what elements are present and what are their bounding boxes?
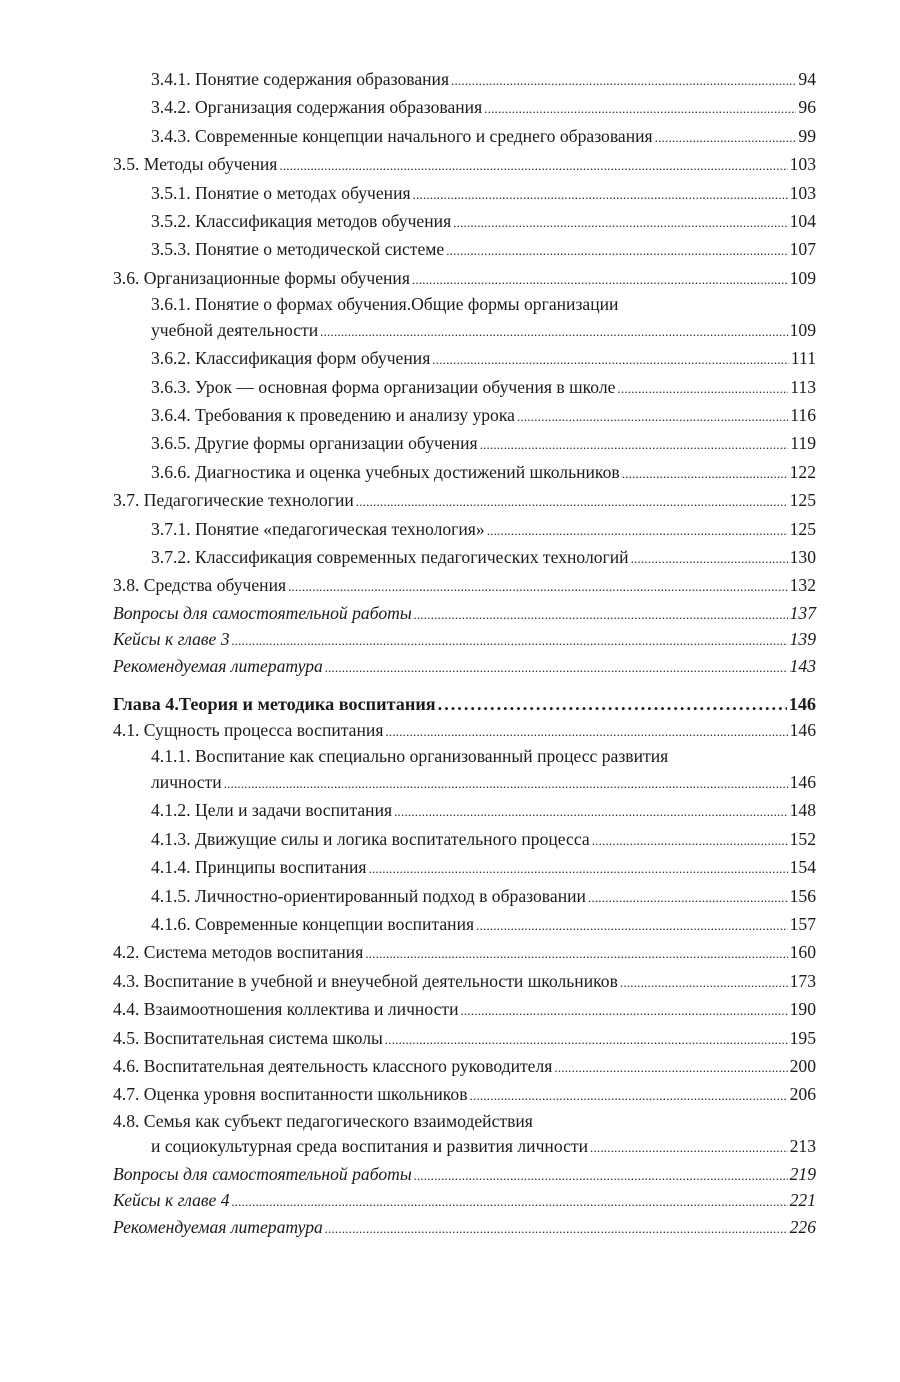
dot-leader — [438, 691, 787, 717]
toc-entry-title: Вопросы для самостоятельной работы — [113, 1163, 412, 1184]
toc-entry — [113, 516, 816, 544]
dot-leader — [414, 603, 788, 628]
toc-entry-page: 132 — [789, 575, 816, 596]
toc-entry-title: 4.1.5. Личностно-ориентированный подход в образовании — [151, 885, 586, 906]
toc-entry — [113, 430, 816, 458]
toc-entry-title: 4.4. Взаимоотношения коллектива и личности — [113, 999, 459, 1020]
toc-entry-title: 4.6. Воспитательная деятельность классного руководителя — [113, 1055, 553, 1076]
toc-entry-page: 190 — [789, 999, 816, 1020]
dot-leader — [414, 1164, 788, 1189]
toc-entry-title: 3.4.3. Современные концепции начального и среднего образования — [151, 125, 653, 146]
toc-entry — [113, 745, 816, 797]
toc-entry — [113, 601, 816, 628]
toc-entry-page: 146 — [789, 771, 816, 792]
toc-entry-page: 116 — [790, 404, 816, 425]
toc-entry-page: 154 — [789, 857, 816, 878]
toc-entry-page: 113 — [790, 376, 816, 397]
dot-leader — [412, 267, 788, 293]
dot-leader — [487, 518, 788, 544]
toc-entry-title: 4.7. Оценка уровня воспитанности школьников — [113, 1084, 468, 1105]
dot-leader — [325, 1217, 788, 1242]
toc-entry-title: Рекомендуемая литература — [113, 1216, 323, 1237]
toc-entry-page: 137 — [789, 602, 816, 623]
toc-entry — [113, 374, 816, 402]
toc-entry — [113, 1215, 816, 1242]
dot-leader — [620, 970, 788, 996]
toc-entry-page: 103 — [789, 182, 816, 203]
toc-entry — [113, 996, 816, 1024]
toc-entry-title: 3.7.1. Понятие «педагогическая технология» — [151, 518, 485, 539]
dot-leader — [517, 404, 788, 430]
toc-entry — [113, 797, 816, 825]
dot-leader — [394, 799, 788, 825]
toc-entry-title: Кейсы к главе 3 — [113, 629, 230, 650]
dot-leader — [232, 1190, 788, 1215]
toc-entry — [113, 1025, 816, 1053]
toc-entry-page: 157 — [789, 913, 816, 934]
dot-leader — [622, 461, 788, 487]
dot-leader — [476, 913, 788, 939]
dot-leader — [325, 656, 788, 681]
toc-entry-page: 152 — [789, 828, 816, 849]
dot-leader — [592, 828, 788, 854]
toc-entry-title: 3.6.6. Диагностика и оценка учебных достижений школьников — [151, 461, 620, 482]
toc-entry-title: 4.1.4. Принципы воспитания — [151, 857, 367, 878]
toc-entry — [113, 654, 816, 681]
toc-entry-title: Кейсы к главе 4 — [113, 1190, 230, 1211]
toc-entry-page: 213 — [789, 1136, 816, 1157]
toc-entry-page: 109 — [789, 267, 816, 288]
toc-entry-page: 173 — [789, 970, 816, 991]
toc-entry-title: 3.6.2. Классификация форм обучения — [151, 348, 431, 369]
toc-entry-page: 99 — [798, 125, 816, 146]
toc-entry-title: 4.2. Система методов воспитания — [113, 942, 364, 963]
dot-leader — [480, 432, 789, 458]
dot-leader — [655, 125, 797, 151]
toc-entry-page: 125 — [789, 518, 816, 539]
dot-leader — [590, 1135, 788, 1161]
toc-entry — [113, 123, 816, 151]
toc-entry-page: 221 — [789, 1190, 816, 1211]
dot-leader — [446, 238, 787, 264]
toc-entry-title: 4.3. Воспитание в учебной и внеучебной деятельности школьников — [113, 970, 618, 991]
toc-entry-page: 206 — [789, 1084, 816, 1105]
toc-entry-page: 109 — [789, 319, 816, 340]
toc-entry-title: 4.1.2. Цели и задачи воспитания — [151, 800, 393, 821]
toc-entry-page: 104 — [789, 211, 816, 232]
toc-entry — [113, 345, 816, 373]
toc-entry-title: 3.6.5. Другие формы организации обучения — [151, 433, 478, 454]
toc-entry-title: личности — [151, 771, 222, 792]
toc-entry-title: 4.1.3. Движущие силы и логика воспитательного процесса — [151, 828, 590, 849]
toc-entry-title: 3.5.1. Понятие о методах обучения — [151, 182, 411, 203]
dot-leader — [451, 68, 796, 94]
toc-entry-page: 139 — [789, 629, 816, 650]
table-of-contents — [113, 66, 816, 1241]
toc-entry-page: 125 — [789, 490, 816, 511]
toc-entry-title: 3.4.1. Понятие содержания образования — [151, 69, 450, 89]
toc-entry-page: 119 — [790, 433, 816, 454]
toc-entry-page: 122 — [789, 461, 816, 482]
toc-entry — [113, 1110, 816, 1162]
dot-leader — [617, 376, 788, 402]
toc-entry-page: 130 — [789, 547, 816, 567]
dot-leader — [453, 210, 787, 236]
dot-leader — [224, 771, 788, 797]
toc-entry-page: 195 — [789, 1027, 816, 1048]
toc-entry — [113, 1188, 816, 1215]
dot-leader — [484, 96, 796, 122]
toc-entry-title: учебной деятельности — [151, 319, 319, 340]
toc-entry — [113, 1081, 816, 1109]
toc-entry-title: 3.5. Методы обучения — [113, 154, 278, 175]
toc-entry-title: 4.5. Воспитательная система школы — [113, 1027, 383, 1048]
toc-entry-title: 4.1.6. Современные концепции воспитания — [151, 913, 475, 934]
dot-leader — [413, 182, 788, 208]
toc-entry-page: 107 — [789, 239, 816, 260]
toc-entry — [113, 968, 816, 996]
dot-leader — [460, 998, 787, 1024]
toc-entry-title: 3.6.3. Урок — основная форма организации обучения в школе — [151, 376, 616, 397]
toc-entry-page: 200 — [789, 1055, 816, 1076]
toc-entry-title: 3.7.2. Классификация современных педагогических технологий — [151, 547, 629, 567]
toc-entry — [113, 544, 816, 572]
dot-leader — [356, 489, 788, 515]
dot-leader — [631, 546, 788, 572]
dot-leader — [365, 941, 787, 967]
toc-entry-title: 3.6. Организационные формы обучения — [113, 267, 410, 288]
toc-entry-title: и социокультурная среда воспитания и развития личности — [151, 1136, 588, 1157]
dot-leader — [554, 1055, 787, 1081]
toc-entry-page: 94 — [798, 69, 816, 89]
toc-entry-page: 160 — [789, 942, 816, 963]
toc-entry-title: 3.5.2. Классификация методов обучения — [151, 211, 452, 232]
toc-entry — [113, 94, 816, 122]
toc-entry-title: 3.4.2. Организация содержания образования — [151, 97, 483, 118]
toc-entry — [113, 572, 816, 600]
dot-leader — [470, 1083, 788, 1109]
dot-leader — [279, 153, 787, 179]
toc-entry-title: Вопросы для самостоятельной работы — [113, 602, 412, 623]
toc-entry — [113, 1053, 816, 1081]
toc-entry-title-line1: 4.1.1. Воспитание как специально организованный процесс развития — [151, 746, 669, 767]
toc-entry-page: 226 — [789, 1216, 816, 1237]
dot-leader — [288, 574, 788, 600]
dot-leader — [368, 856, 787, 882]
dot-leader — [432, 347, 789, 373]
toc-entry — [113, 236, 816, 264]
toc-entry — [113, 826, 816, 854]
toc-entry-title: 3.5.3. Понятие о методической системе — [151, 239, 445, 260]
toc-entry-page: 96 — [798, 97, 816, 118]
toc-entry-page: 219 — [789, 1163, 816, 1184]
toc-entry — [113, 293, 816, 345]
toc-entry-title: 3.6.4. Требования к проведению и анализу урока — [151, 404, 515, 425]
toc-entry — [113, 627, 816, 654]
toc-entry-page: 148 — [789, 800, 816, 821]
toc-entry — [113, 1162, 816, 1189]
toc-entry — [113, 854, 816, 882]
toc-entry-title: 3.7. Педагогические технологии — [113, 490, 354, 511]
toc-entry — [113, 151, 816, 179]
toc-entry-page: 111 — [790, 348, 816, 369]
toc-entry — [113, 459, 816, 487]
dot-leader — [385, 719, 787, 745]
toc-entry-title: Глава 4.Теория и методика воспитания — [113, 693, 436, 714]
toc-entry — [113, 939, 816, 967]
toc-entry — [113, 911, 816, 939]
toc-entry-title: 3.8. Средства обучения — [113, 575, 287, 596]
toc-entry-title-line1: 3.6.1. Понятие о формах обучения.Общие формы организации — [151, 294, 619, 315]
toc-entry-title-line1: 4.8. Семья как субъект педагогического взаимодействия — [113, 1110, 533, 1131]
toc-entry-page: 146 — [789, 720, 816, 740]
toc-entry-page: 143 — [789, 656, 816, 676]
toc-entry — [113, 402, 816, 430]
toc-entry — [113, 180, 816, 208]
toc-entry-title: Рекомендуемая литература — [113, 656, 323, 676]
toc-entry — [113, 66, 816, 94]
toc-entry — [113, 883, 816, 911]
toc-entry-page: 103 — [789, 154, 816, 175]
toc-entry-title: 4.1. Сущность процесса воспитания — [113, 720, 384, 740]
chapter-heading — [113, 691, 816, 717]
toc-entry — [113, 265, 816, 293]
toc-entry — [113, 208, 816, 236]
toc-entry-page: 156 — [789, 885, 816, 906]
toc-entry-page: 146 — [788, 693, 816, 714]
dot-leader — [588, 885, 788, 911]
toc-entry — [113, 717, 816, 745]
dot-leader — [320, 319, 787, 345]
dot-leader — [232, 629, 788, 654]
toc-entry — [113, 487, 816, 515]
dot-leader — [385, 1027, 788, 1053]
